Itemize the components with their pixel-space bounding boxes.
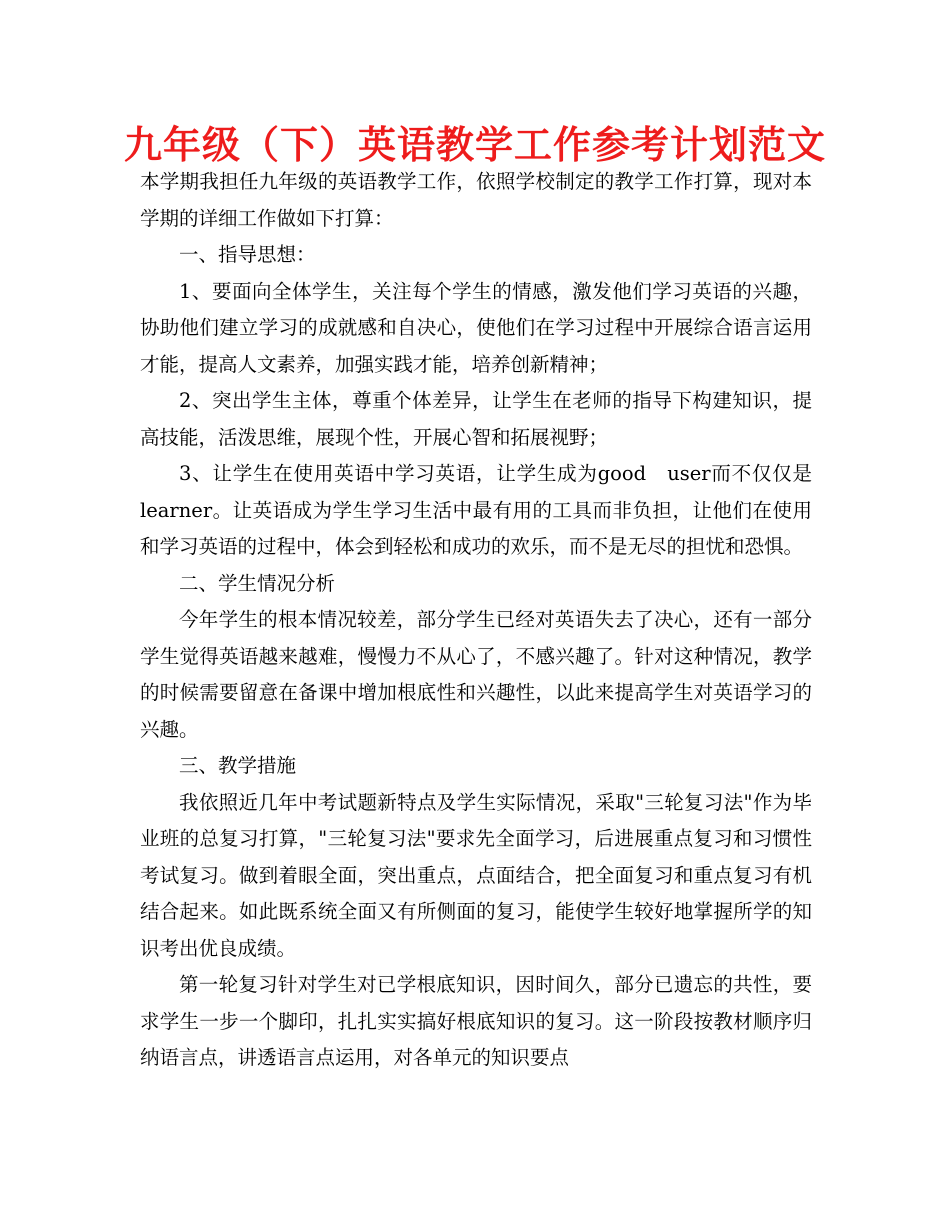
paragraph-student-analysis: 今年学生的根本情况较差，部分学生已经对英语失去了决心，还有一部分学生觉得英语越来越难，慢慢力不从心了，不感兴趣了。针对这种情况，教学的时候需要留意在备课中增加根底性和兴趣性，以此来提高学生对英语学习的兴趣。 <box>140 608 812 741</box>
document-body <box>140 164 812 1077</box>
paragraph-first-review-round: 第一轮复习针对学生对已学根底知识，因时间久，部分已遗忘的共性，要求学生一步一个脚印，扎扎实实搞好根底知识的复习。这一阶段按教材顺序归纳语言点，讲透语言点运用，对各单元的知识要点 <box>140 973 812 1069</box>
paragraph-intro: 本学期我担任九年级的英语教学工作，依照学校制定的教学工作打算，现对本学期的详细工作做如下打算： <box>140 170 812 230</box>
paragraph-point-1: 1、要面向全体学生，关注每个学生的情感，激发他们学习英语的兴趣，协助他们建立学习的成就感和自决心，使他们在学习过程中开展综合语言运用才能，提高人文素养，加强实践才能，培养创新精神； <box>140 279 812 376</box>
paragraph-point-3: 3、让学生在使用英语中学习英语，让学生成为good user而不仅仅是learner。让英语成为学生学习生活中最有用的工具而非负担，让他们在使用和学习英语的过程中，体会到轻松和成功的欢乐，而不是无尽的担忧和恐惧。 <box>140 462 812 558</box>
paragraph-point-2: 2、突出学生主体，尊重个体差异，让学生在老师的指导下构建知识，提高技能，活泼思维，展现个性，开展心智和拓展视野； <box>140 389 812 449</box>
paragraph-review-method: 我依照近几年中考试题新特点及学生实际情况，采取"三轮复习法"作为毕业班的总复习打算，"三轮复习法"要求先全面学习，后进展重点复习和习惯性考试复习。做到着眼全面，突出重点，点面结合，把全面复习和重点复习有机结合起来。如此既系统全面又有所侧面的复习，能使学生较好地掌握所学的知识考出优良成绩。 <box>140 790 812 960</box>
section-heading-student-analysis: 二、学生情况分析 <box>179 571 336 595</box>
section-heading-guiding-ideas: 一、指导思想： <box>179 243 316 266</box>
section-heading-teaching-measures: 三、教学措施 <box>179 754 297 777</box>
document-title: 九年级（下）英语教学工作参考计划范文 <box>123 123 826 167</box>
